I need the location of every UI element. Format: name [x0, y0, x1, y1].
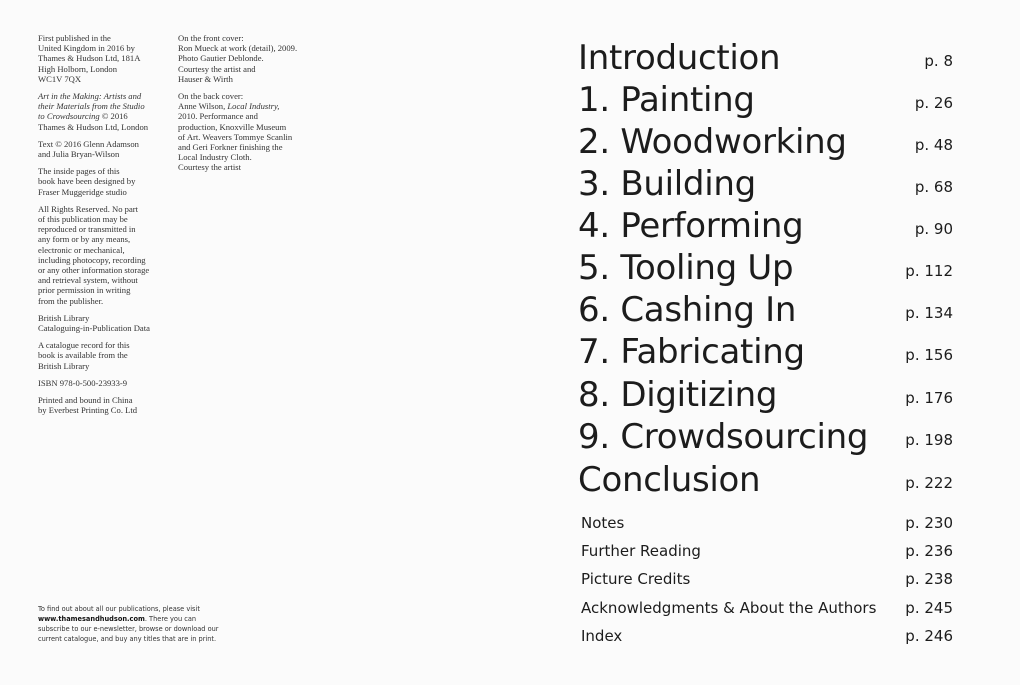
- cover-credits-column: [178, 33, 308, 180]
- toc-title: 4. Performing: [578, 206, 804, 246]
- imprint-column: [38, 33, 168, 423]
- footer-line1: To find out about all our publications, please visit: [38, 605, 200, 613]
- back-cover-intro: On the back cover: Anne Wilson,: [178, 91, 244, 112]
- back-cover-credit: [178, 91, 308, 173]
- isbn: ISBN 978-0-500-23933-9: [38, 377, 128, 388]
- text-copyright: Text © 2016 Glenn Adamson and Julia Bryan-Wilson: [38, 138, 139, 160]
- toc-title: Introduction: [578, 38, 781, 78]
- printer-info: Printed and bound in China by Everbest Printing Co. Ltd: [38, 395, 138, 416]
- toc-title: 5. Tooling Up: [578, 248, 794, 288]
- catalogue-record: A catalogue record for this book is available from the British Library: [38, 340, 130, 371]
- rights-statement: All Rights Reserved. No part of this publication may be reproduced or transmitted in any form or by any means, electronic or mechanical, including photocopy, recording or any other information storage and retrieval system, without prior permission in writing from the publisher.: [38, 203, 150, 306]
- cip-heading: British Library Cataloguing-in-Publication Data: [38, 312, 150, 334]
- footer-line2: . There you can subscribe to our e-newsletter, browse or download our current catalogue, and buy any titles that are in print.: [38, 615, 219, 643]
- toc-title: 9. Crowdsourcing: [578, 417, 869, 457]
- toc-title: 7. Fabricating: [578, 332, 805, 372]
- toc-page: p. 112: [905, 262, 953, 280]
- toc-title: Acknowledgments & About the Authors: [581, 599, 877, 617]
- toc-page: p. 48: [914, 136, 953, 154]
- toc-title: Picture Credits: [581, 570, 691, 588]
- artwork-title: Local Industry,: [227, 101, 280, 112]
- toc-page: p. 90: [914, 220, 953, 238]
- toc-page: p. 8: [924, 52, 953, 70]
- book-title: Art in the Making: Artists and their Materials from the Studio to Crowdsourcing: [38, 91, 145, 122]
- toc-page: p. 246: [905, 627, 953, 645]
- toc-title: Conclusion: [578, 460, 761, 500]
- front-cover-credit: On the front cover: Ron Mueck at work (detail), 2009. Photo Gautier Deblonde. Courtesy the artist and Hauser & Wirth: [178, 33, 298, 84]
- toc-page: p. 68: [914, 178, 953, 196]
- publisher-url[interactable]: www.thamesandhudson.com: [38, 615, 145, 623]
- toc-page: p. 156: [905, 346, 953, 364]
- design-credit: The inside pages of this book have been designed by Fraser Muggeridge studio: [38, 166, 136, 197]
- toc-page: p. 230: [905, 514, 953, 532]
- toc-title: Index: [581, 627, 623, 645]
- publisher-footer: [38, 604, 228, 644]
- toc-page: p. 198: [905, 431, 953, 449]
- toc-title: 8. Digitizing: [578, 375, 778, 415]
- toc-page: p. 26: [914, 94, 953, 112]
- publisher-statement: First published in the United Kingdom in 2016 by Thames & Hudson Ltd, 181A High Holborn, London WC1V 7QX: [38, 33, 141, 84]
- toc-page: p. 176: [905, 389, 953, 407]
- book-title-copyright: [38, 91, 168, 132]
- copyright-line: © 2016 Thames & Hudson Ltd, London: [38, 111, 149, 132]
- toc-title: Notes: [581, 514, 625, 532]
- toc-page: p. 222: [905, 474, 953, 492]
- back-cover-details: 2010. Performance and production, Knoxville Museum of Art. Weavers Tommye Scanlin and Geri Forkner finishing the Local Industry Cloth. Courtesy the artist: [178, 111, 293, 173]
- toc-title: 1. Painting: [578, 80, 755, 120]
- toc-title: 2. Woodworking: [578, 122, 847, 162]
- toc-title: 3. Building: [578, 164, 756, 204]
- toc-page: p. 238: [905, 570, 953, 588]
- toc-page: p. 236: [905, 542, 953, 560]
- toc-page: p. 134: [905, 304, 953, 322]
- toc-title: Further Reading: [581, 542, 701, 560]
- toc-title: 6. Cashing In: [578, 290, 797, 330]
- toc-page: p. 245: [905, 599, 953, 617]
